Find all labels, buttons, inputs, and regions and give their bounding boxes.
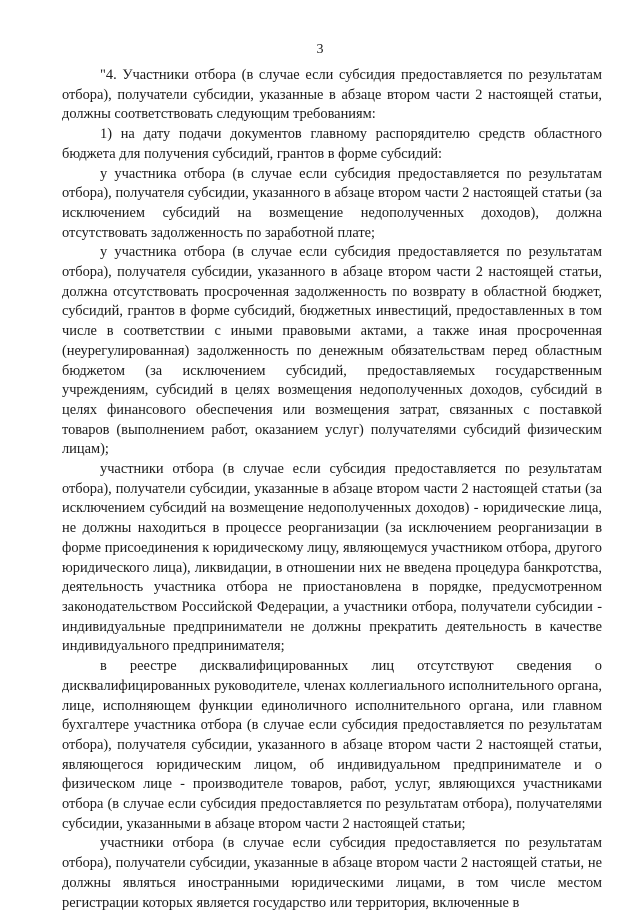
paragraph-overdue-debt: у участника отбора (в случае если субсидия предоставляется по результатам отбора), получателя субсидии, указанного в абзаце втором части 2 настоящей статьи, должна отсутствовать просроченная задолженность по возврату в областной бюджет, субсидий, грантов в форме субсидий, бюджетных инвестиций, предоставленных в том числе в соответствии с иными правовыми актами, а также иная просроченная (неурегулированная) задолженность по денежным обязательствам перед областным бюджетом (за исключением субсидий, предоставляемых государственным учреждениям, субсидий в целях возмещения недополученных доходов, субсидий в целях финансового обеспечения или возмещения затрат, связанных с поставкой товаров (выполнением работ, оказанием услуг) получателями субсидий физическим лицам); [62, 244, 602, 458]
paragraph-disqualified-registry: в реестре дисквалифицированных лиц отсутствуют сведения о дисквалифицированных руководителе, членах коллегиального исполнительного органа, лице, исполняющем функции единоличного исполнительного органа, или главном бухгалтере участника отбора (в случае если субсидия предоставляется по результатам отбора), получателя субсидии, указанного в абзаце втором части 2 настоящей статьи, являющегося юридическим лицом, об индивидуальном предпринимателе и о физическом лице - производителе товаров, работ, услуг, являющихся участниками отбора (в случае если субсидия предоставляется по результатам отбора), получателями субсидии, указанными в абзаце втором части 2 настоящей статьи; [62, 658, 602, 832]
paragraph-foreign-entities: участники отбора (в случае если субсидия предоставляется по результатам отбора), получатели субсидии, указанные в абзаце втором части 2 настоящей статьи, не должны являться иностранными юридическими лицами, в том числе местом регистрации которых является государство или территория, включенные в [62, 835, 602, 911]
page-number: 3 [316, 42, 324, 57]
document-body [62, 66, 602, 913]
paragraph-item-1: 1) на дату подачи документов главному распорядителю средств областного бюджета для получения субсидий, грантов в форме субсидий: [62, 126, 602, 162]
paragraph-wage-debt: у участника отбора (в случае если субсидия предоставляется по результатам отбора), получателя субсидии, указанного в абзаце втором части 2 настоящей статьи (за исключением субсидий на возмещение недополученных доходов), должна отсутствовать задолженность по заработной плате; [62, 165, 602, 241]
paragraph-reorganization: участники отбора (в случае если субсидия предоставляется по результатам отбора), получатели субсидии, указанные в абзаце втором части 2 настоящей статьи (за исключением субсидий на возмещение недополученных доходов) - юридические лица, не должны находиться в процессе реорганизации (за исключением реорганизации в форме присоединения к юридическому лицу, являющемуся участником отбора, другого юридического лица), ликвидации, в отношении них не введена процедура банкротства, деятельность участника отбора не приостановлена в порядке, предусмотренном законодательством Российской Федерации, а участники отбора, получатели субсидии - индивидуальные предприниматели не должны прекратить деятельность в качестве индивидуального предпринимателя; [62, 461, 602, 655]
paragraph-requirements-intro: "4. Участники отбора (в случае если субсидия предоставляется по результатам отбора), получатели субсидии, указанные в абзаце втором части 2 настоящей статьи, должны соответствовать следующим требованиям: [62, 67, 602, 123]
